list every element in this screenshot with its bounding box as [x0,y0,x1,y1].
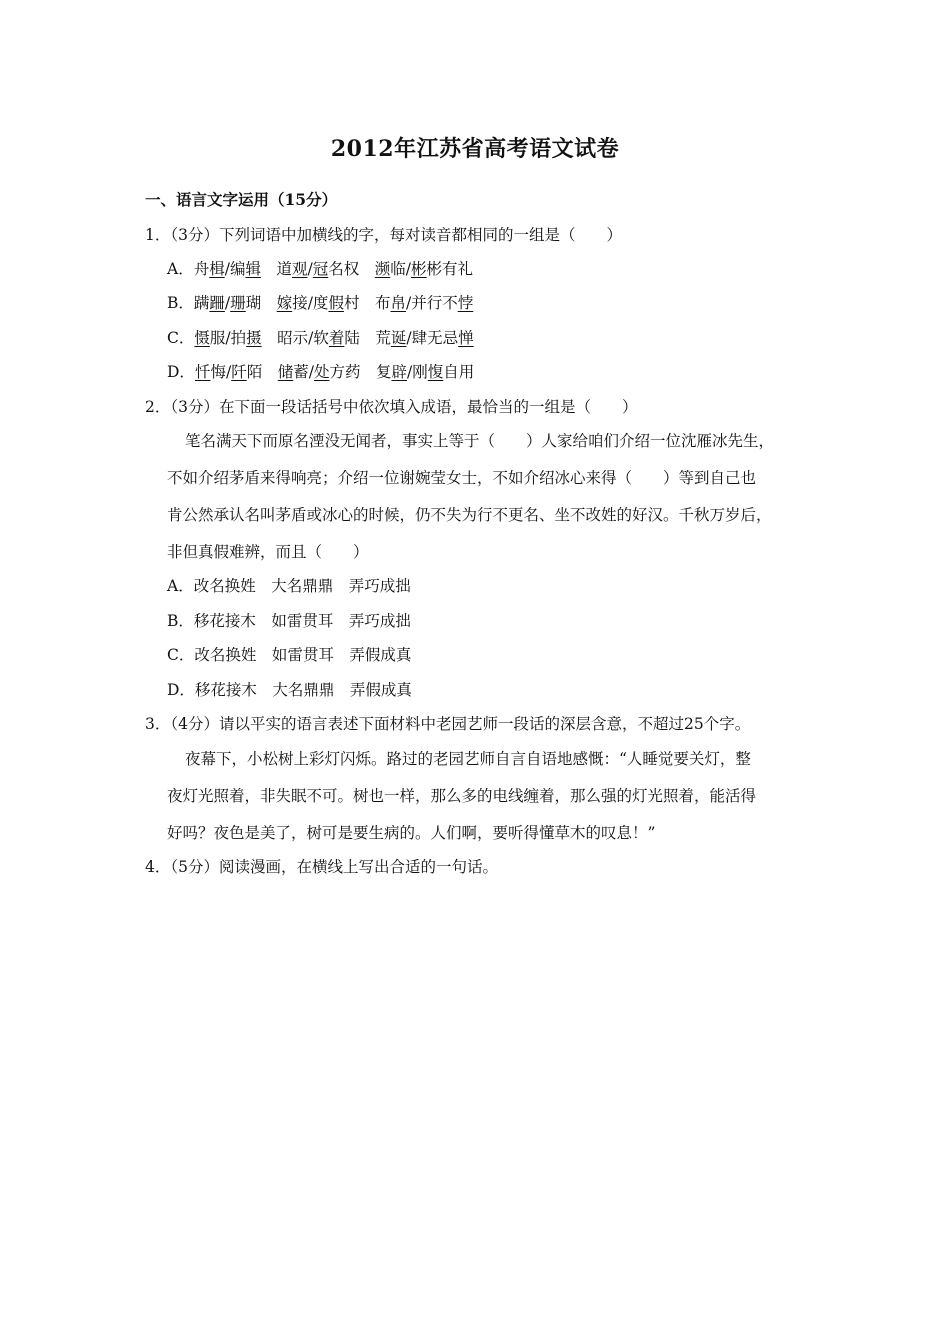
question-1-stem: 1．（3分）下列词语中加横线的字，每对读音都相同的一组是（ ） [145,226,622,244]
q3-passage-line: 好吗？夜色是美了，树可是要生病的。人们啊，要听得懂草木的叹息！” [167,824,656,842]
q2-passage-line: 不如介绍茅盾来得响亮；介绍一位谢婉莹女士，不如介绍冰心来得（ ）等到自己也 [167,469,757,487]
q2-option-b: B．移花接木 如雷贯耳 弄巧成拙 [167,612,411,630]
q1-option-a: A．舟楫/编辑 道观/冠名权 濒临/彬彬有礼 [167,260,474,278]
q3-passage-line: 夜灯光照着，非失眠不可。树也一样，那么多的电线缠着，那么强的灯光照着，能活得 [167,787,757,805]
q3-passage-line: 夜幕下，小松树上彩灯闪烁。路过的老园艺师自言自语地感慨：“人睡觉要关灯，整 [185,750,751,768]
q2-passage-line: 笔名满天下而原名湮没无闻者，事实上等于（ ）人家给咱们介绍一位沈雁冰先生， [185,432,775,450]
q2-passage-line: 非但真假难辨，而且（ ） [167,543,369,561]
q2-passage-line: 肯公然承认名叫茅盾或冰心的时候，仍不失为行不更名、坐不改姓的好汉。千秋万岁后， [167,506,772,524]
question-3-stem: 3．（4分）请以平实的语言表述下面材料中老园艺师一段话的深层含意，不超过25个字。 [145,715,751,733]
section-heading: 一、语言文字运用（15分） [145,190,338,209]
page-title: 2012年江苏省高考语文试卷 [330,136,620,162]
q1-option-b: B．蹒跚/珊瑚 嫁接/度假村 布帛/并行不悖 [167,294,474,312]
q2-option-c: C．改名换姓 如雷贯耳 弄假成真 [167,646,412,664]
q2-option-a: A．改名换姓 大名鼎鼎 弄巧成拙 [167,577,411,595]
q2-option-d: D．移花接木 大名鼎鼎 弄假成真 [167,681,412,699]
q1-option-c: C．慑服/拍摄 昭示/软着陆 荒诞/肆无忌惮 [167,329,474,347]
question-2-stem: 2．（3分）在下面一段话括号中依次填入成语，最恰当的一组是（ ） [145,398,638,416]
question-4-stem: 4．（5分）阅读漫画，在横线上写出合适的一句话。 [145,858,498,876]
q1-option-d: D．忏悔/阡陌 储蓄/处方药 复辟/刚愎自用 [167,363,475,381]
